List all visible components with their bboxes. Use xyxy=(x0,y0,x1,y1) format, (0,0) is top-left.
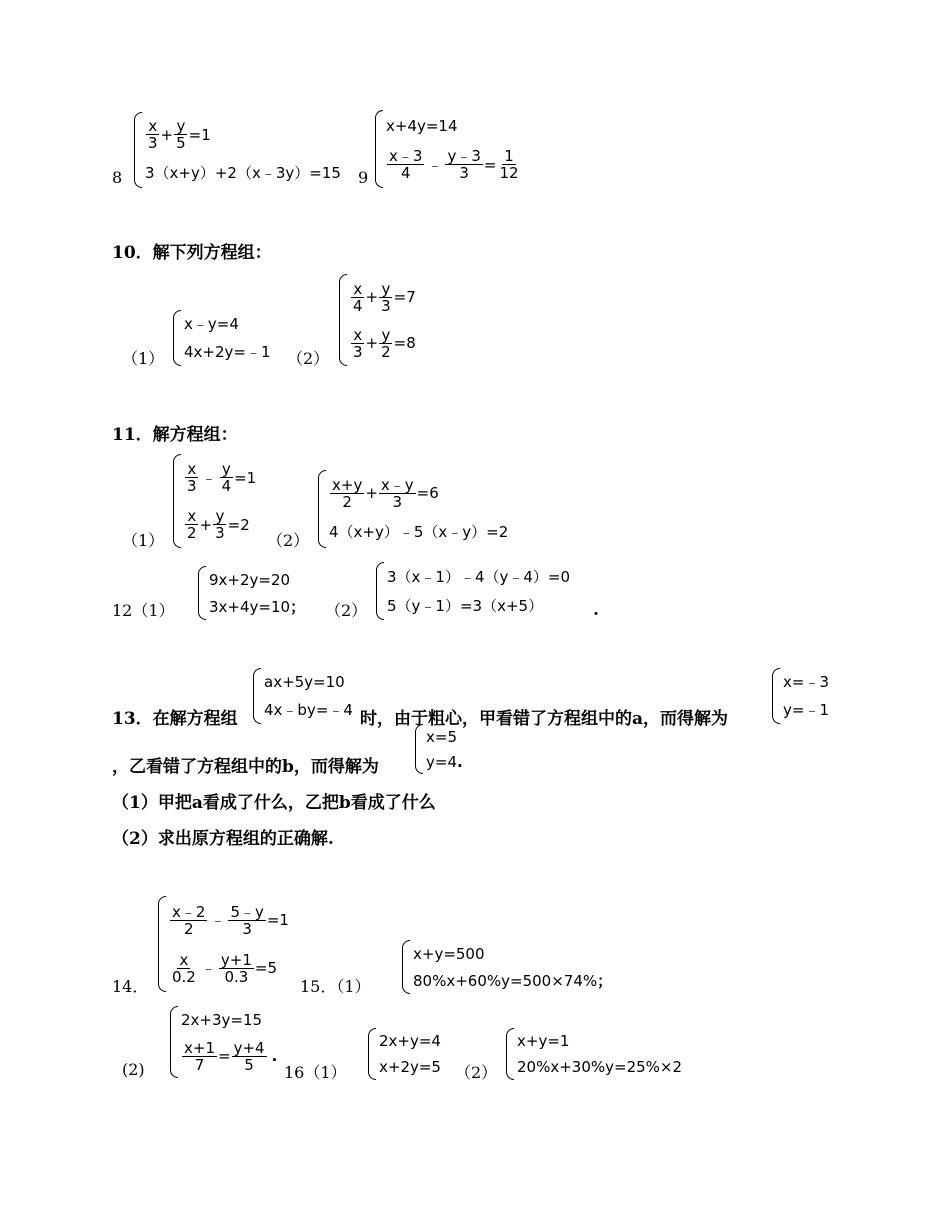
equation-row: 4x+2y=﹣1 xyxy=(184,343,271,361)
solution-2-system xyxy=(415,724,463,774)
equation-row: y=4 . xyxy=(426,752,463,771)
equation-row: $\frac{x+y}{2}$ + $\frac{x﹣y}{3}$ =6 xyxy=(332,475,439,511)
equation-row: $\frac{x}{0.2}$ ﹣ $\frac{y+1}{0.3}$ =5 xyxy=(172,950,277,986)
problem-14-label: 14． xyxy=(112,977,149,996)
equation-row: 4x﹣by=﹣4 xyxy=(264,701,353,719)
problem-9-label: 9 xyxy=(358,168,369,187)
problem-11-part1-system xyxy=(173,454,256,548)
brace xyxy=(173,454,181,548)
brace xyxy=(402,940,410,994)
equation-row: x=﹣3 xyxy=(783,673,829,691)
problem-11-title: 11．解方程组： xyxy=(112,425,238,445)
equation-row: 3x+4y=10 ； xyxy=(209,597,306,616)
equation-row: $\frac{x﹣3}{4}$ ﹣ $\frac{y﹣3}{3}$ = $\frac{1}{12}$ xyxy=(389,147,519,183)
problem-8-label: 8 xyxy=(112,168,123,187)
brace xyxy=(339,274,347,366)
brace xyxy=(173,310,181,366)
equation-row: x+4y=14 xyxy=(386,116,458,135)
equation-row: 4（x+y）﹣5（x﹣y）=2 xyxy=(329,523,509,542)
equation-row: 5（y﹣1）=3（x+5） xyxy=(387,596,544,615)
equation-row: 2x+3y=15 xyxy=(181,1011,263,1030)
brace xyxy=(253,668,261,724)
equation-row: x+y=1 xyxy=(517,1032,570,1050)
problem-12-part2-label: （2） xyxy=(325,601,368,620)
problem-14-system xyxy=(158,896,289,992)
brace xyxy=(170,1006,178,1078)
equation-row: ax+5y=10 xyxy=(264,673,345,691)
equation-row: x+y=500 xyxy=(413,944,485,963)
equation-row: 2x+y=4 xyxy=(379,1032,441,1050)
equation-row: x=5 xyxy=(426,727,457,746)
equation-row: 3（x﹣1）﹣4（y﹣4）=0 xyxy=(387,567,571,586)
problem-11-part2-label: （2） xyxy=(267,531,310,550)
equation-row: 3（x+y）+2（x﹣3y）=15 xyxy=(145,163,341,182)
problem-11-part2-system xyxy=(318,470,508,548)
problem-13-question-1: （1）甲把a看成了什么，乙把b看成了什么 xyxy=(112,793,436,813)
equation-row: $\frac{x}{3}$ + $\frac{y}{2}$ =8 xyxy=(353,325,416,361)
problem-16-part2-label: （2） xyxy=(455,1063,498,1082)
problem-10-part2-label: （2） xyxy=(287,349,330,368)
problem-11-part1-label: （1） xyxy=(122,531,165,550)
problem-8-system xyxy=(134,112,341,188)
equation-row: $\frac{x}{3}$ + $\frac{y}{5}$ =1 xyxy=(148,117,211,153)
brace xyxy=(198,566,206,620)
problem-15-part2-system xyxy=(170,1006,277,1078)
problem-12-end-period: . xyxy=(593,600,599,620)
problem-16-label: 16（1） xyxy=(284,1063,347,1082)
problem-10-part1-system xyxy=(173,310,271,366)
equation-row: $\frac{x+1}{7}$ = $\frac{y+4}{5}$ . xyxy=(184,1038,278,1074)
problem-13-middle-text-2: ，乙看错了方程组中的b，而得解为 xyxy=(112,757,379,777)
problem-9-system xyxy=(375,110,522,188)
brace xyxy=(318,470,326,548)
brace xyxy=(368,1028,376,1080)
problem-10-part2-system xyxy=(339,274,416,366)
brace xyxy=(375,110,383,188)
brace xyxy=(158,896,166,992)
problem-13-question-2: （2）求出原方程组的正确解. xyxy=(112,829,334,849)
solution-1-system xyxy=(772,668,829,724)
brace xyxy=(376,562,384,620)
problem-13-lead: 13．在解方程组 xyxy=(112,709,238,729)
brace xyxy=(134,112,142,188)
brace xyxy=(415,724,423,774)
problem-15-part2-label: (2) xyxy=(122,1060,145,1079)
equation-row: 9x+2y=20 xyxy=(209,570,291,589)
problem-16-part1-system xyxy=(368,1028,441,1080)
equation-row: 20%x+30%y=25%×2 xyxy=(517,1058,683,1076)
equation-row: y=﹣1 xyxy=(783,701,829,719)
problem-15-part1-system xyxy=(402,940,612,994)
equation-row: $\frac{x}{2}$ + $\frac{y}{3}$ =2 xyxy=(187,507,250,542)
problem-10-part1-label: （1） xyxy=(122,349,165,368)
equation-row: x+2y=5 xyxy=(379,1058,441,1076)
brace xyxy=(772,668,780,724)
equation-row: x﹣y=4 xyxy=(184,315,239,333)
problem-12-part2-system xyxy=(376,562,570,620)
brace xyxy=(506,1028,514,1080)
problem-13-system xyxy=(253,668,353,724)
problem-10-title: 10．解下列方程组： xyxy=(112,243,272,263)
equation-row: 80%x+60%y=500×74% ； xyxy=(413,971,613,990)
problem-15-label: 15．（1） xyxy=(300,977,371,996)
problem-12-part1-system xyxy=(198,566,305,620)
equation-row: $\frac{x}{4}$ + $\frac{y}{3}$ =7 xyxy=(353,279,416,315)
problem-16-part2-system xyxy=(506,1028,682,1080)
problem-12-label: 12（1） xyxy=(112,601,175,620)
equation-row: $\frac{x}{3}$ ﹣ $\frac{y}{4}$ =1 xyxy=(187,460,257,495)
equation-row: $\frac{x﹣2}{2}$ ﹣ $\frac{5﹣y}{3}$ =1 xyxy=(172,902,289,938)
problem-13-middle-text: 时，由于粗心，甲看错了方程组中的a，而得解为 xyxy=(360,709,729,729)
